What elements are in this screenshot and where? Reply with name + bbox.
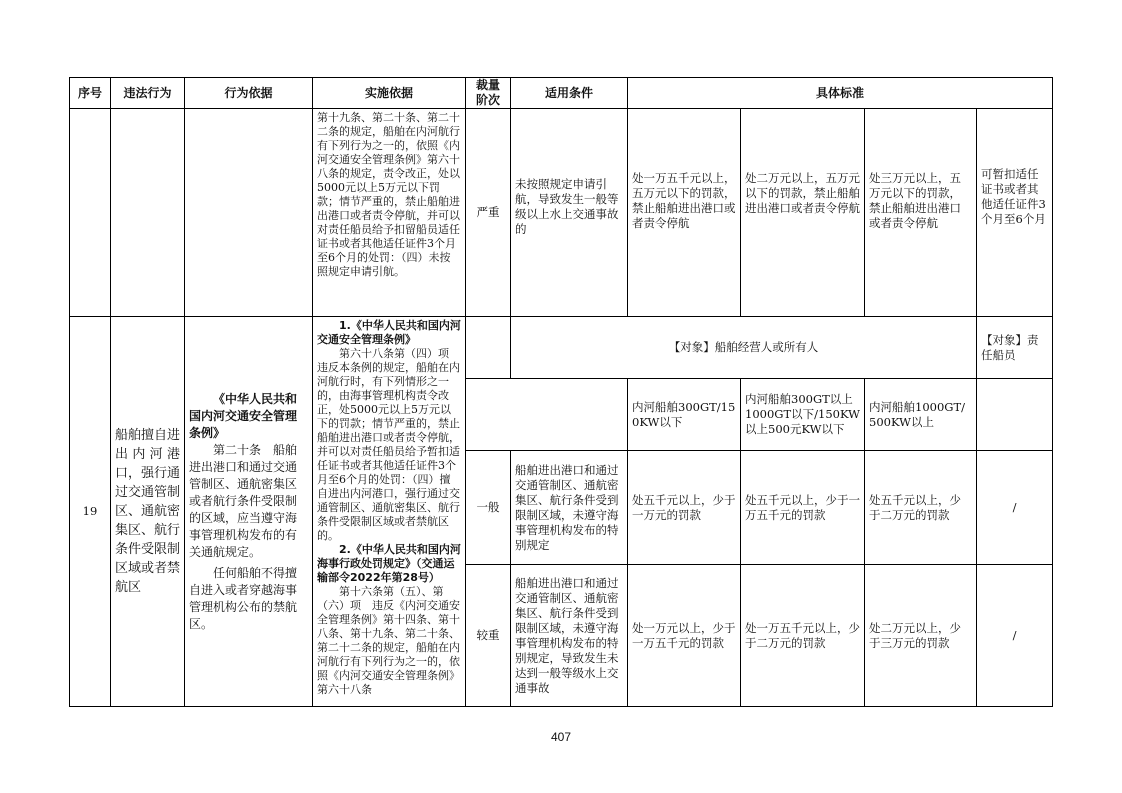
cell-standard-2: 处五千元以上，少于一万五千元的罚款 xyxy=(741,451,865,565)
penalty-standard-table xyxy=(69,77,1053,707)
cell-standard-2: 处一万五千元以上，少于二万元的罚款 xyxy=(741,565,865,707)
impl-para-2: 第十六条第（五）、第（六）项 违反《内河交通安全管理条例》第十四条、第十八条、第十九条、第二十条、第二十二条的规定，船舶在内河航行有下列行为之一的，依照《内河交通安全管理条例》第六十八条 xyxy=(317,585,460,696)
cell-size-3: 内河船舶1000GT/500KW以上 xyxy=(865,379,977,451)
cell-violation-empty xyxy=(111,109,185,317)
page-number: 407 xyxy=(550,730,572,744)
impl-title-1: 1.《中华人民共和国内河交通安全管理条例》 xyxy=(317,319,461,346)
cell-standard-2: 处二万元以上，五万元以下的罚款，禁止船舶进出港口或者责令停航 xyxy=(741,109,865,317)
cell-basis xyxy=(185,317,313,707)
cell-condition: 船舶进出港口和通过交通管制区、通航密集区、航行条件受到限制区域，未遵守海事管理机构发布的特别规定 xyxy=(511,451,628,565)
header-no: 序号 xyxy=(70,78,111,109)
table-row xyxy=(70,109,1053,317)
cell-standard-4: 可暂扣适任证书或者其他适任证件3个月至6个月 xyxy=(977,109,1053,317)
basis-para-1: 第二十条 船舶进出港口和通过交通管制区、通航密集区或者航行条件受限制的区域，应当遵守海事管理机构发布的有关通航规定。 xyxy=(189,442,298,559)
cell-level: 较重 xyxy=(466,565,511,707)
cell-standard-3: 处三万元以上，五万元以下的罚款，禁止船舶进出港口或者责令停航 xyxy=(865,109,977,317)
basis-para-2: 任何船舶不得擅自进入或者穿越海事管理机构公布的禁航区。 xyxy=(189,565,298,631)
header-row xyxy=(70,78,1053,109)
header-level: 裁量 阶次 xyxy=(466,78,511,109)
impl-para-1: 第六十八条第（四）项 违反本条例的规定，船舶在内河航行时，有下列情形之一的，由海事管理机构责令改正，处5000元以上5万元以下的罚款；情节严重的，禁止船舶进出港口或者责令停航，并可以对责任船员给予暂扣适任证书或者其他适任证件3个月至6个月的处罚：（四）擅自进出内河港口，强行通过交通管制区、通航密集区、航行条件受限制区域或者禁航区的。 xyxy=(317,347,460,542)
cell-target-crew: 【对象】责任船员 xyxy=(977,317,1053,379)
cell-standard-4: / xyxy=(977,565,1053,707)
cell-standard-3: 处二万元以上，少于三万元的罚款 xyxy=(865,565,977,707)
cell-no: 19 xyxy=(70,317,111,707)
cell-level: 一般 xyxy=(466,451,511,565)
cell-impl xyxy=(313,317,466,707)
cell-standard-3: 处五千元以上，少于二万元的罚款 xyxy=(865,451,977,565)
cell-size-2: 内河船舶300GT以上1000GT以下/150KW以上500元KW以下 xyxy=(741,379,865,451)
header-violation: 违法行为 xyxy=(111,78,185,109)
cell-condition: 船舶进出港口和通过交通管制区、通航密集区、航行条件受到限制区域，未遵守海事管理机构发布的特别规定，导致发生未达到一般等级水上交通事故 xyxy=(511,565,628,707)
header-standard: 具体标准 xyxy=(628,78,1053,109)
cell-no-empty xyxy=(70,109,111,317)
impl-title-2: 2.《中华人民共和国内河海事行政处罚规定》（交通运输部令2022年第28号） xyxy=(317,543,461,584)
cell-basis-empty xyxy=(185,109,313,317)
basis-title: 《中华人民共和国内河交通安全管理条例》 xyxy=(189,391,298,440)
table-row xyxy=(70,317,1053,379)
header-basis: 行为依据 xyxy=(185,78,313,109)
cell-level-empty xyxy=(466,317,511,379)
cell-target-owner: 【对象】船舶经营人或所有人 xyxy=(511,317,977,379)
cell-size-1: 内河船舶300GT/150KW以下 xyxy=(628,379,741,451)
cell-standard-1: 处一万元以上，少于一万五千元的罚款 xyxy=(628,565,741,707)
cell-standard-1: 处五千元以上，少于一万元的罚款 xyxy=(628,451,741,565)
cell-impl: 第十九条、第二十条、第二十二条的规定，船舶在内河航行有下列行为之一的，依照《内河交通安全管理条例》第六十八条的规定，责令改正，处以5000元以上5万元以下罚款；情节严重的，禁止船舶进出港口或者责令停航，并可以对责任船员给予扣留船员适任证书或者其他适任证件3个月至6个月的处罚：（四）未按照规定申请引航。 xyxy=(313,109,466,317)
cell-level: 严重 xyxy=(466,109,511,317)
header-condition: 适用条件 xyxy=(511,78,628,109)
cell-violation: 船舶擅自进出内河港口，强行通过交通管制区、通航密集区、航行条件受限制区域或者禁航区 xyxy=(111,317,185,707)
header-impl: 实施依据 xyxy=(313,78,466,109)
cell-size-4-empty xyxy=(977,379,1053,451)
cell-standard-4: / xyxy=(977,451,1053,565)
cell-condition: 未按照规定申请引航，导致发生一般等级以上水上交通事故的 xyxy=(511,109,628,317)
cell-size-empty xyxy=(466,379,628,451)
cell-standard-1: 处一万五千元以上，五万元以下的罚款，禁止船舶进出港口或者责令停航 xyxy=(628,109,741,317)
